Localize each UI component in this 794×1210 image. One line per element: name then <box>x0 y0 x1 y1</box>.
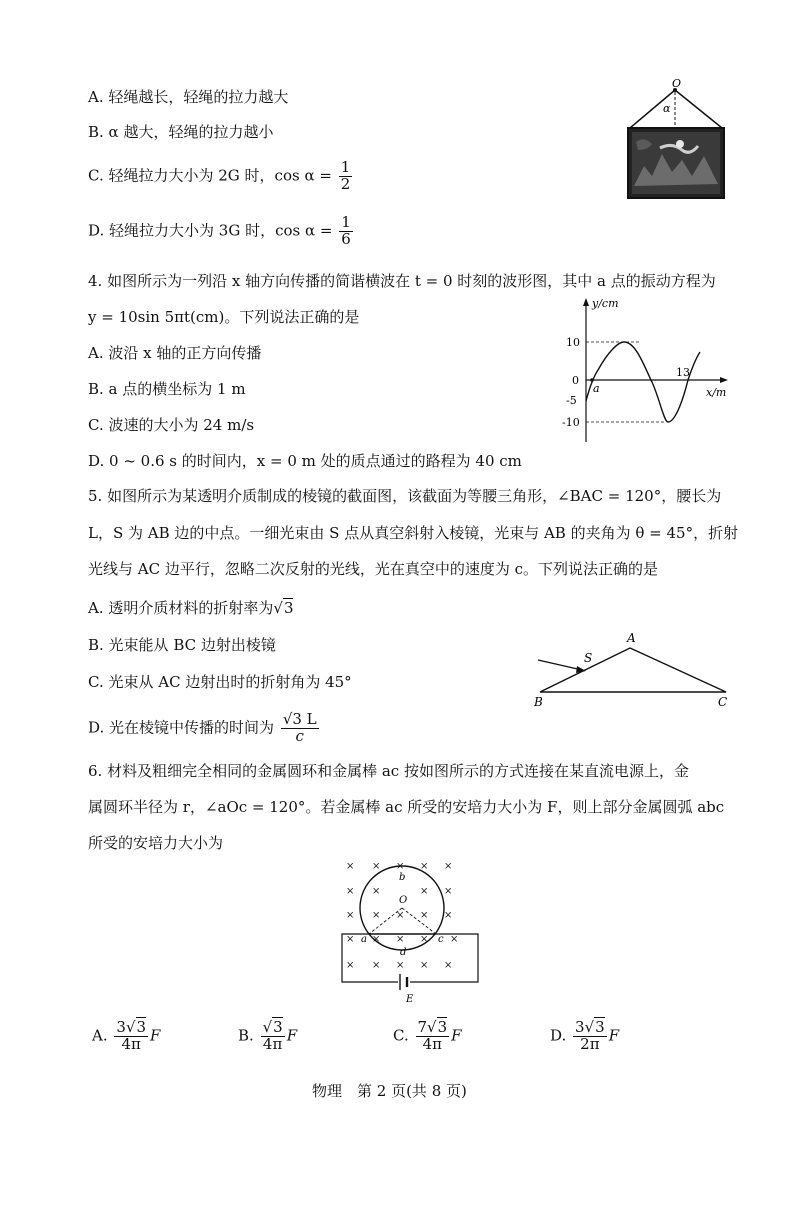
q5-option-d-fraction <box>281 712 319 745</box>
q6-label-d: d <box>400 947 407 958</box>
svg-text:×: × <box>372 886 381 897</box>
q6-option-d <box>550 1020 619 1053</box>
svg-text:×: × <box>444 910 453 921</box>
q6-option-d-letter: D. <box>550 1026 567 1045</box>
q5-option-a-radicand: 3 <box>283 599 294 617</box>
svg-text:×: × <box>396 960 405 971</box>
q6-c-num: 7√3 <box>417 1018 448 1036</box>
q4-wave-graph <box>556 296 736 446</box>
q5-option-d-text: D. 光在棱镜中传播的时间为 <box>88 718 275 737</box>
q6-label-o: O <box>399 895 408 906</box>
q3-option-b: B. α 越大，轻绳的拉力越小 <box>88 123 274 141</box>
q6-d-coef: 3 <box>575 1018 585 1036</box>
q5-label-c: C <box>718 695 728 709</box>
q6-c-den: 4π <box>422 1034 443 1053</box>
svg-text:×: × <box>420 910 429 921</box>
svg-text:×: × <box>372 960 381 971</box>
q6-label-b: b <box>399 872 406 883</box>
q6-a-tail: F <box>150 1026 161 1045</box>
q3-option-c-text: C. 轻绳拉力大小为 2G 时，cos α = <box>88 166 332 185</box>
q3-option-d-text: D. 轻绳拉力大小为 3G 时，cos α = <box>88 221 333 240</box>
q3-c-num: 1 <box>340 158 351 176</box>
q3-hanging-frame-figure <box>620 76 732 202</box>
q5-prism-figure <box>530 628 740 710</box>
q4-stem-line1: 4. 如图所示为一列沿 x 轴方向传播的简谐横波在 t = 0 时刻的波形图，其中 a 点的振动方程为 <box>88 272 716 290</box>
q6-option-b <box>238 1020 297 1053</box>
q6-a-den: 4π <box>121 1034 141 1053</box>
q5-label-a: A <box>627 631 636 645</box>
q3-option-a: A. 轻绳越长，轻绳的拉力越大 <box>88 88 289 106</box>
q5-stem-line2: L，S 为 AB 边的中点。一细光束由 S 点从真空斜射入棱镜，光束与 AB 的夹角为 θ = 45°，折射 <box>88 524 739 542</box>
q6-option-c <box>393 1020 462 1053</box>
q6-stem-line2: 属圆环半径为 r，∠aOc = 120°。若金属棒 ac 所受的安培力大小为 F，则上部分金属圆弧 abc <box>88 798 725 816</box>
q6-option-b-letter: B. <box>238 1026 254 1045</box>
q5-option-d <box>88 712 321 745</box>
q3-point-o: O <box>672 77 682 90</box>
q4-option-b: B. a 点的横坐标为 1 m <box>88 380 246 398</box>
svg-text:×: × <box>420 886 429 897</box>
svg-text:×: × <box>346 886 355 897</box>
q6-option-c-letter: C. <box>393 1026 409 1045</box>
page-footer: 物理 第 2 页(共 8 页) <box>312 1082 467 1100</box>
q3-d-den: 6 <box>341 229 351 248</box>
svg-text:×: × <box>372 910 381 921</box>
q4-tick-10: 10 <box>566 336 580 349</box>
q5-d-num: √3 L <box>282 710 317 728</box>
q3-option-d-fraction <box>339 215 353 248</box>
q5-option-a <box>88 597 293 618</box>
q4-stem-line2: y = 10sin 5πt(cm)。下列说法正确的是 <box>88 308 360 326</box>
q6-a-num: 3√3 <box>116 1018 147 1036</box>
q6-option-a <box>92 1020 160 1053</box>
q6-c-radicand: 3 <box>437 1018 448 1036</box>
q6-c-coef: 7 <box>417 1018 428 1036</box>
q4-option-d: D. 0 ~ 0.6 s 的时间内，x = 0 m 处的质点通过的路程为 40 cm <box>88 452 522 470</box>
q6-option-a-letter: A. <box>92 1026 108 1045</box>
svg-text:×: × <box>372 934 381 945</box>
q6-label-e: E <box>406 994 414 1004</box>
q5-stem-line3: 光线与 AC 边平行，忽略二次反射的光线，光在真空中的速度为 c。下列说法正确的是 <box>88 560 659 578</box>
svg-text:×: × <box>346 910 355 921</box>
q3-option-c <box>88 160 354 193</box>
q3-angle-alpha: α <box>663 102 671 115</box>
q6-d-num: 3√3 <box>575 1018 605 1036</box>
svg-text:×: × <box>420 934 429 945</box>
q5-option-b: B. 光束能从 BC 边射出棱镜 <box>88 636 276 654</box>
q3-c-den: 2 <box>340 174 351 193</box>
q5-stem-line1: 5. 如图所示为某透明介质制成的棱镜的截面图，该截面为等腰三角形，∠BAC = 120°，腰长为 <box>88 487 722 505</box>
q6-ring-circuit-figure <box>336 852 486 1004</box>
q4-x-tick-13: 13 <box>676 366 690 379</box>
q6-option-d-fraction <box>573 1020 607 1053</box>
q4-point-a: a <box>593 382 600 395</box>
svg-text:×: × <box>346 960 355 971</box>
svg-text:×: × <box>372 861 381 872</box>
q4-tick-minus5: -5 <box>566 394 577 407</box>
q6-stem-line1: 6. 材料及粗细完全相同的金属圆环和金属棒 ac 按如图所示的方式连接在某直流电源上，金 <box>88 762 689 780</box>
q6-d-den: 2π <box>580 1034 600 1053</box>
svg-text:×: × <box>450 934 459 945</box>
svg-text:×: × <box>444 960 453 971</box>
q3-d-num: 1 <box>341 213 351 231</box>
svg-text:×: × <box>444 886 453 897</box>
q5-option-c: C. 光束从 AC 边射出时的折射角为 45° <box>88 673 352 691</box>
svg-text:×: × <box>420 960 429 971</box>
q4-tick-0: 0 <box>572 374 579 387</box>
q6-b-tail: F <box>286 1026 298 1045</box>
svg-text:×: × <box>420 861 429 872</box>
q5-d-den: c <box>295 726 304 745</box>
q6-option-c-fraction <box>416 1020 450 1053</box>
svg-text:×: × <box>396 861 405 872</box>
q6-a-radicand: 3 <box>136 1018 147 1036</box>
q6-b-num: √3 <box>262 1018 283 1036</box>
q6-a-coef: 3 <box>116 1018 126 1036</box>
q4-x-axis-label: x/m <box>706 386 727 399</box>
q4-y-axis-label: y/cm <box>592 297 619 310</box>
svg-text:×: × <box>346 934 355 945</box>
q6-stem-line3: 所受的安培力大小为 <box>88 834 224 852</box>
q5-option-a-root: √3 <box>273 599 294 617</box>
q3-option-c-fraction <box>339 160 353 193</box>
q6-option-b-fraction <box>261 1020 285 1053</box>
q5-option-a-text: A. 透明介质材料的折射率为 <box>88 599 274 617</box>
q4-option-c: C. 波速的大小为 24 m/s <box>88 416 255 434</box>
q6-c-tail: F <box>451 1026 462 1045</box>
q4-option-a: A. 波沿 x 轴的正方向传播 <box>88 344 262 362</box>
svg-text:×: × <box>396 910 405 921</box>
q4-tick-minus10: -10 <box>562 416 580 429</box>
svg-text:×: × <box>346 861 355 872</box>
q5-label-s: S <box>584 651 593 665</box>
q6-label-c: c <box>438 934 444 945</box>
q6-option-a-fraction <box>114 1020 148 1053</box>
q6-d-radicand: 3 <box>595 1018 605 1036</box>
q5-label-b: B <box>534 695 543 709</box>
svg-text:×: × <box>444 861 453 872</box>
svg-text:×: × <box>396 934 405 945</box>
q5-d-num-value: 3 L <box>292 710 317 728</box>
q3-option-d <box>88 215 355 248</box>
q6-d-tail: F <box>608 1026 620 1045</box>
q6-b-radicand: 3 <box>273 1018 283 1036</box>
q6-b-den: 4π <box>262 1034 283 1053</box>
q6-label-a: a <box>361 934 367 945</box>
